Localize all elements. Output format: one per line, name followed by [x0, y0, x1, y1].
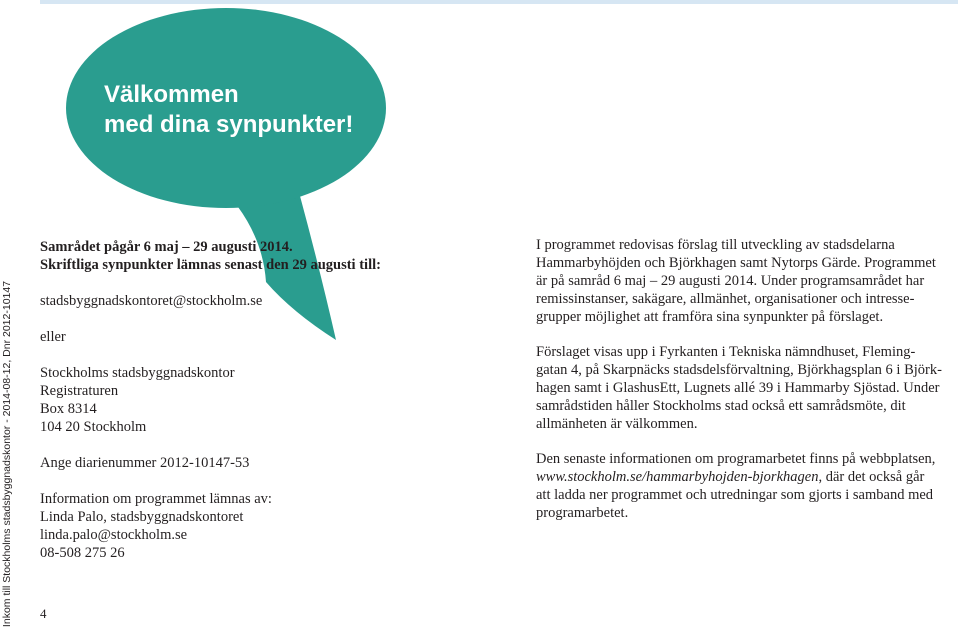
paragraph-2-line-2: gatan 4, på Skarpnäcks stadsdelsförvaltning, Björkhagsplan 6 i Björk- — [536, 362, 942, 378]
paragraph-1-line-2: Hammarbyhöjden och Björkhagen samt Nytorps Gärde. Programmet — [536, 255, 936, 271]
paragraph-2-line-3: hagen samt i GlashusEtt, Lugnets allé 39 i Hammarby Sjöstad. Under — [536, 380, 940, 396]
diarie-number: Ange diarienummer 2012-10147-53 — [40, 455, 250, 471]
or-text: eller — [40, 329, 66, 345]
paragraph-3-line-3: att ladda ner programmet och utredningar som gjorts i samband med — [536, 487, 934, 503]
submission-deadline: Skriftliga synpunkter lämnas senast den 29 augusti till: — [40, 257, 381, 273]
address-line-3: Box 8314 — [40, 401, 97, 417]
left-column — [40, 238, 420, 562]
website-link[interactable]: www.stockholm.se/hammarbyhojden-bjorkhagen — [536, 469, 819, 485]
paragraph-3-line-4: programarbetet. — [536, 505, 629, 521]
info-intro: Information om programmet lämnas av: — [40, 491, 272, 507]
sidebar-stamp-text: Inkom till Stockholms stadsbyggnadskontor - 2014-08-12, Dnr 2012-10147 — [1, 280, 13, 627]
address-line-4: 104 20 Stockholm — [40, 419, 147, 435]
contact-name: Linda Palo, stadsbyggnadskontoret — [40, 509, 244, 525]
submission-email[interactable]: stadsbyggnadskontoret@stockholm.se — [40, 293, 263, 309]
paragraph-3-line-1: Den senaste informationen om programarbetet finns på webbplatsen, — [536, 451, 936, 467]
consultation-period: Samrådet pågår 6 maj – 29 augusti 2014. — [40, 239, 293, 255]
paragraph-1-line-5: grupper möjlighet att framföra sina synpunkter på förslaget. — [536, 309, 884, 325]
page-number: 4 — [40, 606, 47, 621]
bubble-title — [104, 80, 354, 140]
bubble-title-line2: med dina synpunkter! — [104, 111, 354, 138]
address-line-1: Stockholms stadsbyggnadskontor — [40, 365, 235, 381]
paragraph-1-line-3: är på samråd 6 maj – 29 augusti 2014. Under programsamrådet har — [536, 273, 925, 289]
paragraph-1-line-4: remissinstanser, sakägare, allmänhet, organisationer och intresse- — [536, 291, 915, 307]
paragraph-1-line-1: I programmet redovisas förslag till utveckling av stadsdelarna — [536, 237, 895, 253]
bubble-title-line1: Välkommen — [104, 81, 239, 108]
paragraph-2-line-5: allmänheten är välkommen. — [536, 416, 698, 432]
paragraph-2-line-4: samrådstiden håller Stockholms stad också ett samrådsmöte, dit — [536, 398, 906, 414]
right-column — [536, 236, 950, 522]
paragraph-2-line-1: Förslaget visas upp i Fyrkanten i Tekniska nämndhuset, Fleming- — [536, 344, 916, 360]
contact-phone: 08-508 275 26 — [40, 545, 125, 561]
address-line-2: Registraturen — [40, 383, 119, 399]
paragraph-3-line-2 — [536, 468, 950, 486]
paragraph-3-line-2-rest: , där det också går — [818, 469, 925, 485]
contact-email[interactable]: linda.palo@stockholm.se — [40, 527, 188, 543]
